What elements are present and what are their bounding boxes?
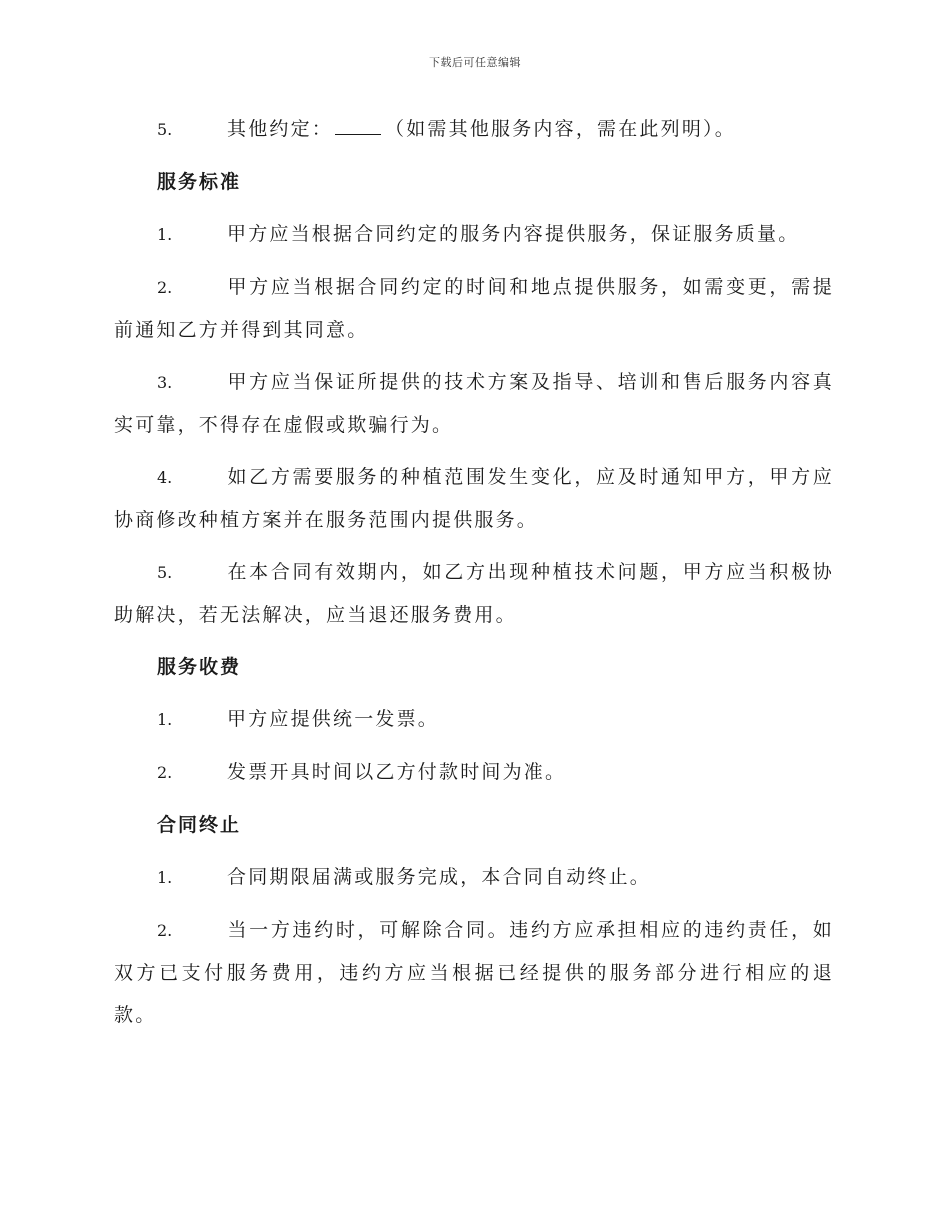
clause-suffix: （如需其他服务内容，需在此列明）。 — [385, 118, 736, 140]
clause-number: 2. — [157, 278, 173, 297]
clause-text: 甲方应提供统一发票。 — [227, 708, 440, 730]
clause-text: 当一方违约时，可解除合同。违约方应承担相应的违约责任，如双方已支付服务费用，违约方应当根据已经提供的服务部分进行相应的退款。 — [114, 919, 834, 1026]
clause-number: 1. — [157, 225, 173, 244]
clause-other-agreement — [114, 108, 834, 151]
clause-prefix: 其他约定： — [227, 118, 334, 140]
clause — [114, 213, 834, 256]
clause — [114, 551, 834, 636]
clause-text: 甲方应当根据合同约定的服务内容提供服务，保证服务质量。 — [227, 223, 800, 245]
clause-number: 5. — [157, 120, 173, 139]
clause-text: 甲方应当保证所提供的技术方案及指导、培训和售后服务内容真实可靠，不得存在虚假或欺骗行为。 — [114, 371, 834, 436]
clause — [114, 751, 834, 794]
clause — [114, 698, 834, 741]
clause-text: 在本合同有效期内，如乙方出现种植技术问题，甲方应当积极协助解决，若无法解决，应当退还服务费用。 — [114, 561, 834, 626]
clause — [114, 909, 834, 1036]
clause — [114, 856, 834, 899]
clause-text: 如乙方需要服务的种植范围发生变化，应及时通知甲方，甲方应协商修改种植方案并在服务范围内提供服务。 — [114, 466, 834, 531]
clause — [114, 456, 834, 541]
section-heading: 服务收费 — [157, 656, 242, 678]
clause-number: 1. — [157, 868, 173, 887]
clause-number: 5. — [157, 563, 173, 582]
section-service-standard — [114, 161, 834, 636]
clause-text: 甲方应当根据合同约定的时间和地点提供服务，如需变更，需提前通知乙方并得到其同意。 — [114, 276, 834, 341]
clause — [114, 266, 834, 351]
document-body — [114, 108, 834, 1046]
section-heading: 服务标准 — [157, 171, 242, 193]
clause-number: 2. — [157, 763, 173, 782]
clause-text: 合同期限届满或服务完成，本合同自动终止。 — [227, 866, 652, 888]
clause-number: 3. — [157, 373, 173, 392]
header-note: 下载后可任意编辑 — [429, 56, 521, 69]
clause — [114, 361, 834, 446]
clause-number: 4. — [157, 468, 173, 487]
fill-in-blank — [335, 118, 381, 135]
section-contract-termination — [114, 804, 834, 1036]
section-service-fees — [114, 646, 834, 794]
section-heading: 合同终止 — [157, 814, 242, 836]
clause-text: 发票开具时间以乙方付款时间为准。 — [227, 761, 567, 783]
clause-number: 1. — [157, 710, 173, 729]
clause-number: 2. — [157, 921, 173, 940]
